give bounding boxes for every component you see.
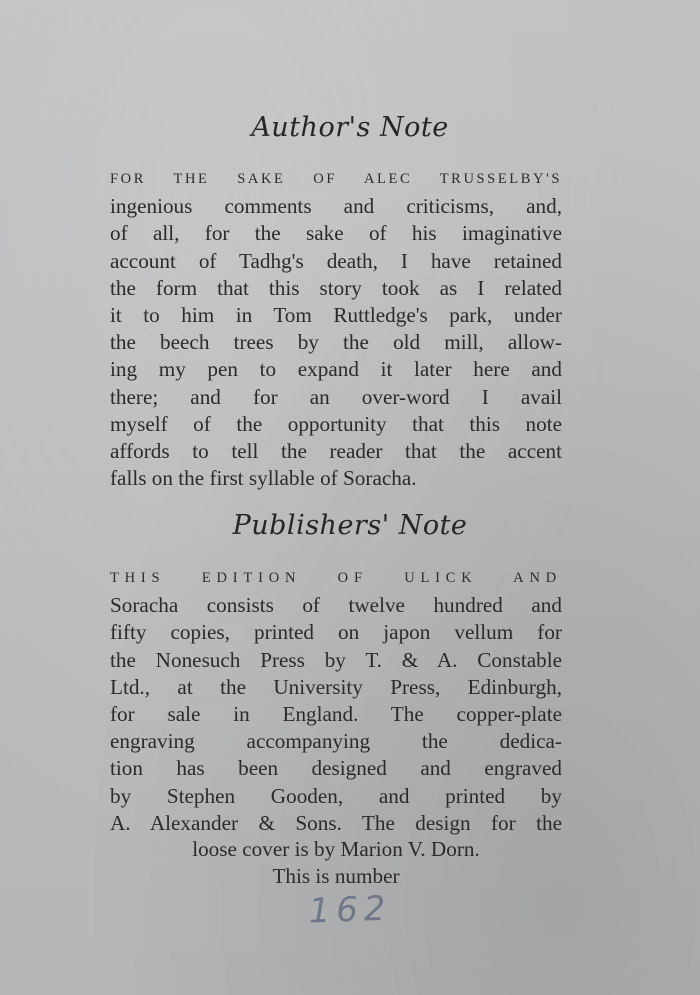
publishers-note-line-7: engraving accompanying the dedica-: [110, 729, 562, 754]
publishers-note-line-4: the Nonesuch Press by T. & A. Constable: [110, 647, 562, 672]
authors-note-line-5: the form that this story took as I related: [110, 275, 562, 300]
authors-note-line-6: it to him in Tom Ruttledge's park, under: [110, 303, 562, 328]
authors-note-text: [110, 166, 562, 492]
publishers-note-line-5: Ltd., at the University Press, Edinburgh,: [110, 674, 562, 699]
authors-note-line-8: ing my pen to expand it later here and: [110, 357, 562, 382]
publishers-note-centered-line-1: loose cover is by Marion V. Dorn.: [192, 837, 480, 861]
publishers-note-line-3: fifty copies, printed on japon vellum for: [110, 620, 562, 645]
publishers-note-heading: Publishers' Note: [232, 510, 468, 541]
publishers-note-line-6: for sale in England. The copper-plate: [110, 702, 562, 727]
authors-note-line-4: account of Tadhg's death, I have retained: [110, 248, 562, 273]
authors-note-line-2: ingenious comments and criticisms, and,: [110, 194, 562, 219]
authors-note-line-10: myself of the opportunity that this note: [110, 411, 562, 436]
handwritten-copy-number: 162: [307, 888, 393, 932]
publishers-note-line-10: A. Alexander & Sons. The design for the: [110, 810, 562, 835]
publishers-note-line-2: Soracha consists of twelve hundred and: [110, 593, 562, 618]
authors-note-heading: Author's Note: [251, 112, 449, 143]
publishers-note-centered-line-2: This is number: [272, 864, 400, 888]
authors-note-line-7: the beech trees by the old mill, allow-: [110, 330, 562, 355]
authors-note-line-1: FOR THE SAKE OF ALEC TRUSSELBY'S: [110, 171, 562, 187]
authors-note-line-11: affords to tell the reader that the accent: [110, 439, 562, 464]
publishers-note-text: [110, 565, 562, 837]
publishers-note-line-8: tion has been designed and engraved: [110, 756, 562, 781]
publishers-note-line-9: by Stephen Gooden, and printed by: [110, 783, 562, 808]
authors-note-line-3: of all, for the sake of his imaginative: [110, 221, 562, 246]
authors-note-line-9: there; and for an over-word I avail: [110, 384, 562, 409]
publishers-note-line-1: THIS EDITION OF ULICK AND: [110, 570, 562, 586]
authors-note-line-12: falls on the first syllable of Soracha.: [110, 466, 417, 491]
